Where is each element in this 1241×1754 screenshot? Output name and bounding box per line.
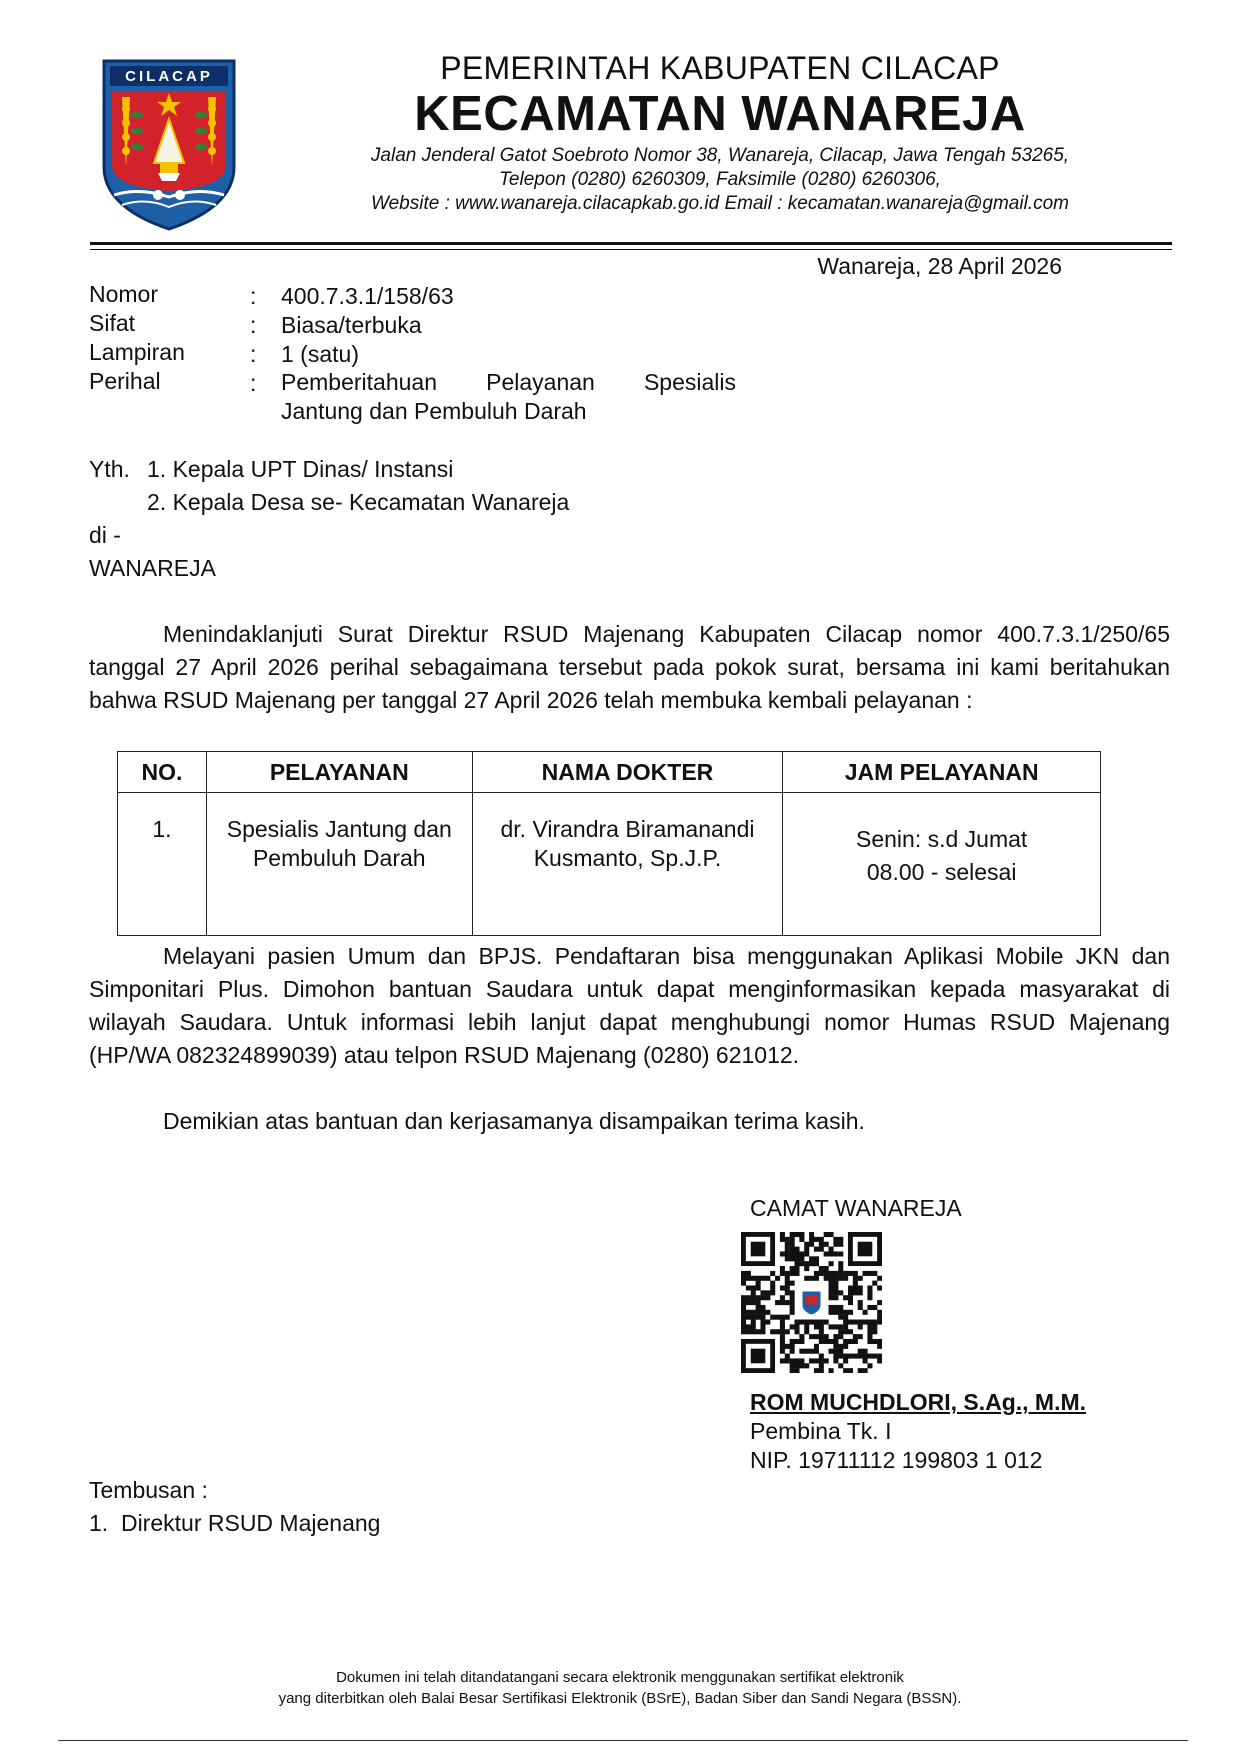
body-paragraph-1: [89, 618, 1170, 717]
meta-separator: :: [250, 341, 257, 367]
meta-label-sifat: Sifat: [89, 310, 136, 336]
emblem-text: CILACAP: [125, 68, 213, 85]
cell-jam: [783, 793, 1101, 936]
header-address: [260, 144, 1180, 216]
meta-value-lampiran: 1 (satu): [281, 341, 359, 367]
meta-separator: :: [250, 370, 257, 396]
column-header-dokter: NAMA DOKTER: [472, 752, 783, 793]
letter-date: Wanareja, 28 April 2026: [817, 253, 1062, 279]
recipient-item: 1. Kepala UPT Dinas/ Instansi: [147, 456, 454, 482]
meta-label-perihal: Perihal: [89, 368, 161, 394]
service-table: [117, 751, 1101, 936]
signature-position: CAMAT WANAREJA: [750, 1195, 962, 1221]
cell-dokter: [472, 793, 783, 936]
cell-text: dr. Virandra Biramanandi: [500, 816, 755, 842]
body-paragraph-3: [89, 1105, 1170, 1138]
cell-text: Kusmanto, Sp.J.P.: [533, 845, 722, 871]
address-line: Jalan Jenderal Gatot Soebroto Nomor 38, Wanareja, Cilacap, Jawa Tengah 53265,: [370, 145, 1070, 166]
address-line: Telepon (0280) 6260309, Faksimile (0280) 6260306,: [499, 169, 941, 190]
perihal-word: Pemberitahuan: [281, 369, 437, 395]
cell-text: 1.: [152, 816, 172, 842]
meta-label-lampiran: Lampiran: [89, 339, 185, 365]
meta-separator: :: [250, 312, 257, 338]
recipient-place: WANAREJA: [89, 555, 216, 581]
column-header-jam: JAM PELAYANAN: [783, 752, 1101, 793]
footer-line: Dokumen ini telah ditandatangani secara elektronik menggunakan sertifikat elektronik: [336, 1669, 904, 1686]
cilacap-emblem-logo: [100, 57, 238, 231]
address-line: Website : www.wanareja.cilacapkab.go.id Email : kecamatan.wanareja@gmail.com: [371, 193, 1069, 214]
perihal-word: Spesialis: [643, 369, 736, 395]
recipient-item: 2. Kepala Desa se- Kecamatan Wanareja: [147, 489, 570, 515]
e-signature-footer: [120, 1667, 1120, 1709]
column-header-no: NO.: [118, 752, 207, 793]
paragraph-text: Demikian atas bantuan dan kerjasamanya disampaikan terima kasih.: [163, 1108, 865, 1134]
paragraph-text: Menindaklanjuti Surat Direktur RSUD Majenang Kabupaten Cilacap nomor 400.7.3.1/250/65 tanggal 27 April 2026 perihal sebagaimana tersebut pada pokok surat, bersama ini kami beritahukan bahwa RSUD Majenang per tanggal 27 April 2026 telah membuka kembali pelayanan :: [89, 621, 1170, 713]
header-district: KECAMATAN WANAREJA: [414, 87, 1026, 141]
signatory-nip: NIP. 19711112 199803 1 012: [750, 1447, 1043, 1473]
cell-text: Pembuluh Darah: [252, 845, 426, 871]
meta-value-sifat: Biasa/terbuka: [281, 312, 422, 338]
signatory-rank: Pembina Tk. I: [750, 1418, 892, 1444]
header-government: PEMERINTAH KABUPATEN CILACAP: [440, 50, 1000, 86]
cell-pelayanan: [206, 793, 472, 936]
perihal-word: Pelayanan: [486, 369, 595, 395]
body-paragraph-2: [89, 940, 1170, 1072]
table-header-row: [118, 752, 1101, 793]
meta-value-perihal: [281, 368, 736, 426]
signature-qr-code: [741, 1232, 882, 1373]
recipient-prefix: Yth.: [89, 456, 130, 482]
recipient-di: di -: [89, 522, 121, 548]
footer-line: yang diterbitkan oleh Balai Besar Sertifikasi Elektronik (BSrE), Badan Siber dan Sandi Negara (BSSN).: [278, 1690, 962, 1707]
cell-text: 08.00 - selesai: [866, 859, 1017, 885]
footer-rule: [58, 1740, 1188, 1741]
paragraph-text: Melayani pasien Umum dan BPJS. Pendaftaran bisa menggunakan Aplikasi Mobile JKN dan Simponitari Plus. Dimohon bantuan Saudara untuk dapat menginformasikan kepada masyarakat di wilayah Saudara. Untuk informasi lebih lanjut dapat menghubungi nomor Humas RSUD Majenang (HP/WA 082324899039) atau telpon RSUD Majenang (0280) 621012.: [89, 943, 1170, 1068]
cell-text: Senin: s.d Jumat: [856, 826, 1028, 852]
cell-text: Spesialis Jantung dan: [226, 816, 452, 842]
header-rule-thick: [90, 242, 1172, 245]
meta-value-nomor: 400.7.3.1/158/63: [281, 283, 454, 309]
perihal-line2: Jantung dan Pembuluh Darah: [281, 398, 587, 424]
cell-no: [118, 793, 207, 936]
header-rule-thin: [90, 249, 1172, 250]
signatory-name: ROM MUCHDLORI, S.Ag., M.M.: [750, 1389, 1087, 1415]
cc-item: 1. Direktur RSUD Majenang: [89, 1510, 381, 1536]
meta-separator: :: [250, 283, 257, 309]
cc-title: Tembusan :: [89, 1477, 208, 1503]
meta-label-nomor: Nomor: [89, 281, 159, 307]
table-row: [118, 793, 1101, 936]
column-header-pelayanan: PELAYANAN: [206, 752, 472, 793]
